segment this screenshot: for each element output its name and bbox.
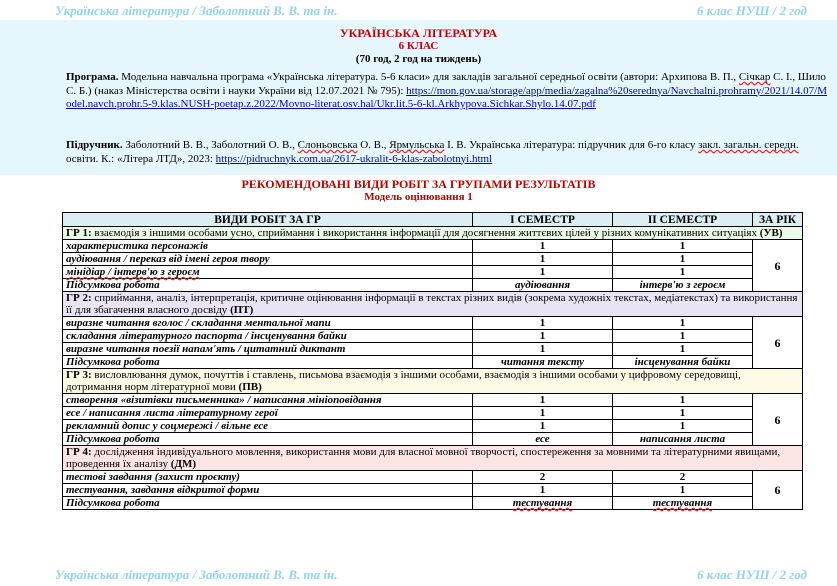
group-2-description: ГР 2: сприймання, аналіз, інтерпретація, критичне оцінювання інформації в текстах різних видів (зокрема художніх текстах, медіатекстах) та використання її для збагачення власного досвіду (ПТ) [63, 292, 803, 317]
table-row [63, 317, 803, 330]
document-hours: (70 год, 2 год на тиждень) [355, 53, 482, 65]
semester-2-count: 1 [613, 240, 753, 253]
textbook-link[interactable]: https://pidruchnyk.com.ua/2617-ukralit-6-klas-zabolotnyi.html [215, 152, 493, 165]
work-type: виразне читання вголос / складання ментальної мапи [63, 317, 473, 330]
year-total: 6 [753, 240, 803, 292]
summary-label: Підсумкова робота [63, 356, 473, 369]
summary-label: Підсумкова робота [63, 497, 473, 510]
work-type: виразне читання поезії напам'ять / цитатний диктант [63, 343, 473, 356]
header-work-types: ВИДИ РОБІТ ЗА ГР [63, 213, 473, 227]
group-row-1 [63, 227, 803, 240]
document-class: 6 КЛАС [398, 40, 439, 52]
textbook-text-2: О. В., [357, 139, 390, 151]
section-subtitle: Модель оцінювання 1 [364, 191, 473, 203]
group-1-description: ГР 1: взаємодія з іншими особами усно, сприймання і використання інформації для досягнення життєвих цілей у різних комунікативних ситуаціях (УВ) [63, 227, 803, 240]
textbook-abbrev: закл. загальн. середн. [698, 139, 799, 151]
textbook-author-1: Слоньовська [297, 139, 358, 151]
table-row [63, 420, 803, 433]
semester-1-count: 1 [473, 407, 613, 420]
textbook-text-4: освіти. К.: «Літера ЛТД», 2023: [66, 152, 216, 165]
semester-1-count: 1 [473, 343, 613, 356]
table-row [63, 471, 803, 484]
group-row-2 [63, 292, 803, 317]
semester-1-count: 1 [473, 266, 613, 279]
table-row [63, 394, 803, 407]
table-row [63, 343, 803, 356]
document-title: УКРАЇНСЬКА ЛІТЕРАТУРА [339, 26, 498, 40]
summary-semester-1: есе [473, 433, 613, 446]
running-footer [0, 564, 837, 586]
program-label: Програма. [66, 71, 119, 83]
summary-label: Підсумкова робота [63, 279, 473, 292]
group-3-description: ГР 3: висловлювання думок, почуттів і ставлень, письмова взаємодія з іншими особами, взаємодія з іншими особами у цифровому середовищі, дотримання норм літературної мови (ПВ) [63, 369, 803, 394]
table-row [63, 484, 803, 497]
summary-semester-1: тестування [473, 497, 613, 510]
running-header-left: Українська література / Заболотний В. В. та ін. [55, 3, 338, 18]
textbook-label: Підручник. [66, 139, 123, 151]
running-header [0, 0, 837, 22]
section-title: РЕКОМЕНДОВАНІ ВИДИ РОБІТ ЗА ГРУПАМИ РЕЗУЛЬТАТІВ [241, 177, 596, 191]
table-row [63, 266, 803, 279]
work-type: складання літературного паспорта / інсценування байки [63, 330, 473, 343]
year-total: 6 [753, 394, 803, 446]
table-row [63, 330, 803, 343]
summary-semester-2: тестування [613, 497, 753, 510]
running-footer-right: 6 клас НУШ / 2 год [696, 567, 807, 582]
work-type: тестові завдання (захист проєкту) [63, 471, 473, 484]
program-paragraph [66, 71, 831, 112]
group-4-description: ГР 4: дослідження індивідуального мовлення, використання мови для власної мовної творчості, спостереження за мовними та літературними явищами, проведення їх аналізу (ДМ) [63, 446, 803, 471]
summary-semester-2: інтерв'ю з героєм [613, 279, 753, 292]
semester-1-count: 1 [473, 317, 613, 330]
summary-semester-2: написання листа [613, 433, 753, 446]
textbook-text-3: І. В. Українська література: підручник для 6-го класу [444, 139, 699, 151]
intro-block [0, 20, 837, 175]
header-semester-1: І СЕМЕСТР [473, 213, 613, 227]
semester-2-count: 1 [613, 484, 753, 497]
summary-row [63, 497, 803, 510]
summary-label: Підсумкова робота [63, 433, 473, 446]
table-header-row [63, 213, 803, 227]
header-year: ЗА РІК [753, 213, 803, 227]
summary-semester-1: читання тексту [473, 356, 613, 369]
header-semester-2: ІІ СЕМЕСТР [613, 213, 753, 227]
program-text-2: С. І., Шило С. Б.) (наказ Міністерства освіти і науки України від 12.07.2021 № 795): [66, 71, 826, 97]
textbook-text-1: Заболотний В. В., Заболотний О. В., [122, 139, 298, 151]
program-author-name: Січкар [738, 71, 771, 83]
work-type: рекламний допис у соцмережі / вільне есе [63, 420, 473, 433]
table-row [63, 407, 803, 420]
semester-2-count: 1 [613, 420, 753, 433]
summary-row [63, 279, 803, 292]
table-row [63, 240, 803, 253]
semester-1-count: 1 [473, 240, 613, 253]
work-type: тестування, завдання відкритої форми [63, 484, 473, 497]
semester-2-count: 1 [613, 394, 753, 407]
year-total: 6 [753, 317, 803, 369]
semester-2-count: 1 [613, 317, 753, 330]
semester-2-count: 1 [613, 343, 753, 356]
work-type: мінідіар / інтерв'ю з героєм [63, 266, 473, 279]
semester-1-count: 2 [473, 471, 613, 484]
work-type: створення «візитівки письменника» / написання мініоповідання [63, 394, 473, 407]
work-type: характеристика персонажів [63, 240, 473, 253]
semester-1-count: 1 [473, 330, 613, 343]
assessment-table [62, 212, 803, 510]
semester-2-count: 1 [613, 266, 753, 279]
semester-1-count: 1 [473, 394, 613, 407]
program-text-1: Модельна навчальна програма «Українська література. 5-6 класи» для закладів загальної середньої освіти (автори: Архипова В. П., [118, 71, 739, 83]
textbook-author-2: Ярмульська [389, 139, 445, 151]
summary-row [63, 433, 803, 446]
semester-1-count: 1 [473, 253, 613, 266]
work-type: аудіювання / переказ від імені героя твору [63, 253, 473, 266]
group-row-4 [63, 446, 803, 471]
summary-semester-2: інсценування байки [613, 356, 753, 369]
semester-1-count: 1 [473, 484, 613, 497]
summary-semester-1: аудіювання [473, 279, 613, 292]
program-link[interactable]: https://mon.gov.ua/storage/app/media/zagalna%20serednya/Navchalni.prohramy/2021/14.07/Model.navch.prohr.5-9.klas.NUSH-poetap.z.2022/Movno-literat.osv.hal/Ukr.lit.5-6-kl.Arkhypova.Sichkar.Shylo.14.07.pdf [66, 84, 828, 110]
running-footer-left: Українська література / Заболотний В. В. та ін. [55, 567, 338, 582]
year-total: 6 [753, 471, 803, 510]
semester-2-count: 1 [613, 253, 753, 266]
semester-1-count: 1 [473, 420, 613, 433]
semester-2-count: 2 [613, 471, 753, 484]
table-row [63, 253, 803, 266]
running-header-right: 6 клас НУШ / 2 год [696, 3, 807, 18]
semester-2-count: 1 [613, 407, 753, 420]
summary-row [63, 356, 803, 369]
textbook-paragraph [66, 139, 831, 166]
semester-2-count: 1 [613, 330, 753, 343]
work-type: есе / написання листа літературному герої [63, 407, 473, 420]
group-row-3 [63, 369, 803, 394]
